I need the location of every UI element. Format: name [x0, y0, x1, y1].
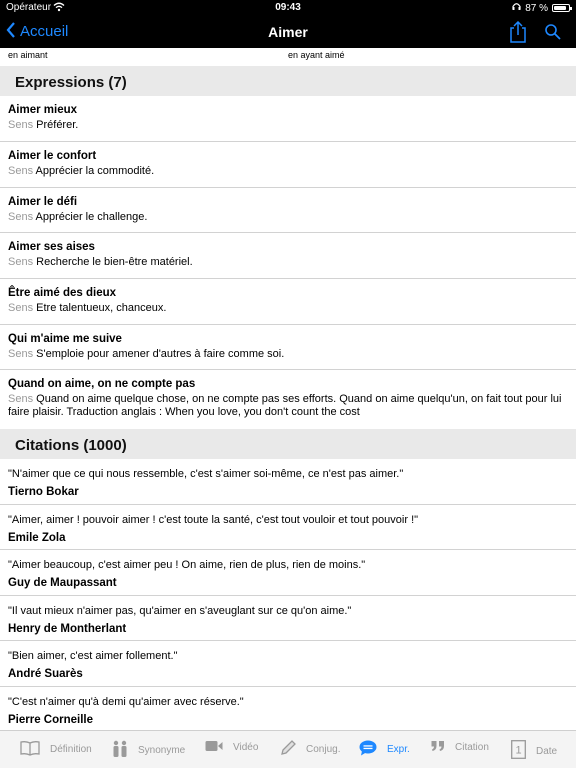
quote-icon [431, 740, 445, 755]
tab-conjugaison[interactable] [280, 740, 340, 759]
people-icon [112, 740, 128, 761]
sense-label: Sens [8, 256, 34, 268]
citation-quote: "Il vaut mieux n'aimer pas, qu'aimer en s'aveuglant sur ce qu'on aime." [8, 605, 352, 617]
sense-label: Sens [8, 393, 34, 405]
expression-sense [8, 211, 566, 224]
expression-title: Qui m'aime me suive [8, 333, 122, 345]
expression-sense [8, 165, 566, 178]
calendar-icon [511, 740, 526, 762]
citation-quote: "N'aimer que ce qui nous ressemble, c'est s'aimer soi-même, ce n'est pas aimer." [8, 468, 404, 480]
sense-label: Sens [8, 165, 34, 177]
expression-sense-text: Apprécier la commodité. [35, 165, 155, 177]
expression-title: Quand on aime, on ne compte pas [8, 378, 196, 390]
tab-date-label: Date [536, 745, 558, 757]
citation-quote: "Aimer beaucoup, c'est aimer peu ! On aime, rien de plus, rien de moins." [8, 559, 366, 571]
expression-title: Aimer le défi [8, 196, 78, 208]
citation-quote: "Aimer, aimer ! pouvoir aimer ! c'est toute la santé, c'est tout vouloir et tout pouvoir !" [8, 514, 419, 526]
citation-author: Pierre Corneille [8, 714, 94, 726]
expression-sense [8, 302, 566, 315]
expression-title: Aimer ses aises [8, 241, 95, 253]
citation-author: André Suarès [8, 668, 83, 680]
battery-icon [552, 4, 570, 12]
expression-title: Être aimé des dieux [8, 287, 117, 299]
tab-definition-label: Définition [50, 744, 92, 755]
expression-row[interactable] [0, 188, 576, 233]
present-participle: en aimant [8, 50, 48, 60]
pen-icon [280, 740, 296, 759]
headphones-icon [512, 2, 521, 14]
tab-conjugaison-label: Conjug. [306, 744, 341, 755]
tab-expressions[interactable] [359, 740, 410, 759]
citation-author: Guy de Maupassant [8, 577, 117, 589]
tab-citation[interactable] [431, 740, 489, 755]
expressions-header-label: Expressions (7) [15, 74, 127, 91]
expression-sense-text: Apprécier le challenge. [35, 211, 148, 223]
expression-row[interactable] [0, 142, 576, 188]
expression-row[interactable] [0, 233, 576, 279]
search-icon[interactable] [544, 23, 562, 41]
expression-sense-text: Etre talentueux, chanceux. [36, 302, 167, 314]
citation-author: Tierno Bokar [8, 486, 79, 498]
tab-synonyme[interactable] [112, 740, 185, 761]
citation-row[interactable] [0, 596, 576, 641]
citation-author: Henry de Montherlant [8, 623, 127, 635]
sense-label: Sens [8, 211, 34, 223]
back-button-label: Accueil [20, 23, 69, 40]
navigation-bar [0, 16, 576, 48]
expression-sense [8, 256, 566, 269]
tab-video-label: Vidéo [233, 742, 259, 753]
tab-expressions-label: Expr. [387, 744, 410, 755]
citation-author: Emile Zola [8, 532, 66, 544]
video-camera-icon [205, 740, 223, 755]
expression-row[interactable] [0, 325, 576, 370]
citations-header-label: Citations (1000) [15, 437, 127, 454]
sense-label: Sens [8, 119, 34, 131]
expression-sense [8, 119, 566, 132]
participles-row [0, 48, 576, 66]
expression-row[interactable] [0, 370, 576, 428]
citation-row[interactable] [0, 687, 576, 730]
expression-title: Aimer le confort [8, 150, 97, 162]
citations-header [0, 429, 576, 459]
expression-sense-text: Quand on aime quelque chose, on ne compte pas ses efforts. Quand on aime quelqu'un, on fait tout pour lui faire plaisir. Traduction anglais : When you love, you don't count the cost [8, 393, 562, 418]
citation-row[interactable] [0, 505, 576, 550]
page-title: Aimer [268, 24, 308, 40]
tab-definition[interactable] [20, 740, 92, 759]
tab-video[interactable] [205, 740, 258, 755]
expression-title: Aimer mieux [8, 104, 78, 116]
carrier-name: Opérateur [6, 2, 52, 13]
sense-label: Sens [8, 348, 34, 360]
expression-sense-text: Préférer. [36, 119, 79, 131]
tab-bar [0, 730, 576, 768]
tab-synonyme-label: Synonyme [138, 745, 186, 756]
citation-row[interactable] [0, 641, 576, 687]
speech-bubble-icon [359, 740, 377, 759]
expression-row[interactable] [0, 96, 576, 142]
book-icon [20, 740, 40, 759]
citation-quote: "Bien aimer, c'est aimer follement." [8, 650, 178, 662]
perfect-participle: en ayant aimé [288, 50, 345, 60]
battery-percentage: 87 % [525, 2, 548, 14]
sense-label: Sens [8, 302, 34, 314]
citation-row[interactable] [0, 550, 576, 596]
status-bar [0, 0, 576, 16]
tab-citation-label: Citation [455, 742, 489, 753]
tab-date[interactable] [511, 740, 557, 762]
share-icon[interactable] [508, 21, 528, 43]
expression-sense [8, 348, 566, 361]
expression-sense-text: Recherche le bien-être matériel. [36, 256, 193, 268]
expression-sense [8, 393, 566, 419]
expression-sense-text: S'emploie pour amener d'autres à faire comme soi. [36, 348, 285, 360]
calendar-day: 1 [515, 744, 522, 757]
expressions-header [0, 66, 576, 96]
expression-row[interactable] [0, 279, 576, 325]
citation-row[interactable] [0, 459, 576, 505]
clock: 09:43 [275, 2, 301, 13]
citation-quote: "C'est n'aimer qu'à demi qu'aimer avec réserve." [8, 696, 244, 708]
